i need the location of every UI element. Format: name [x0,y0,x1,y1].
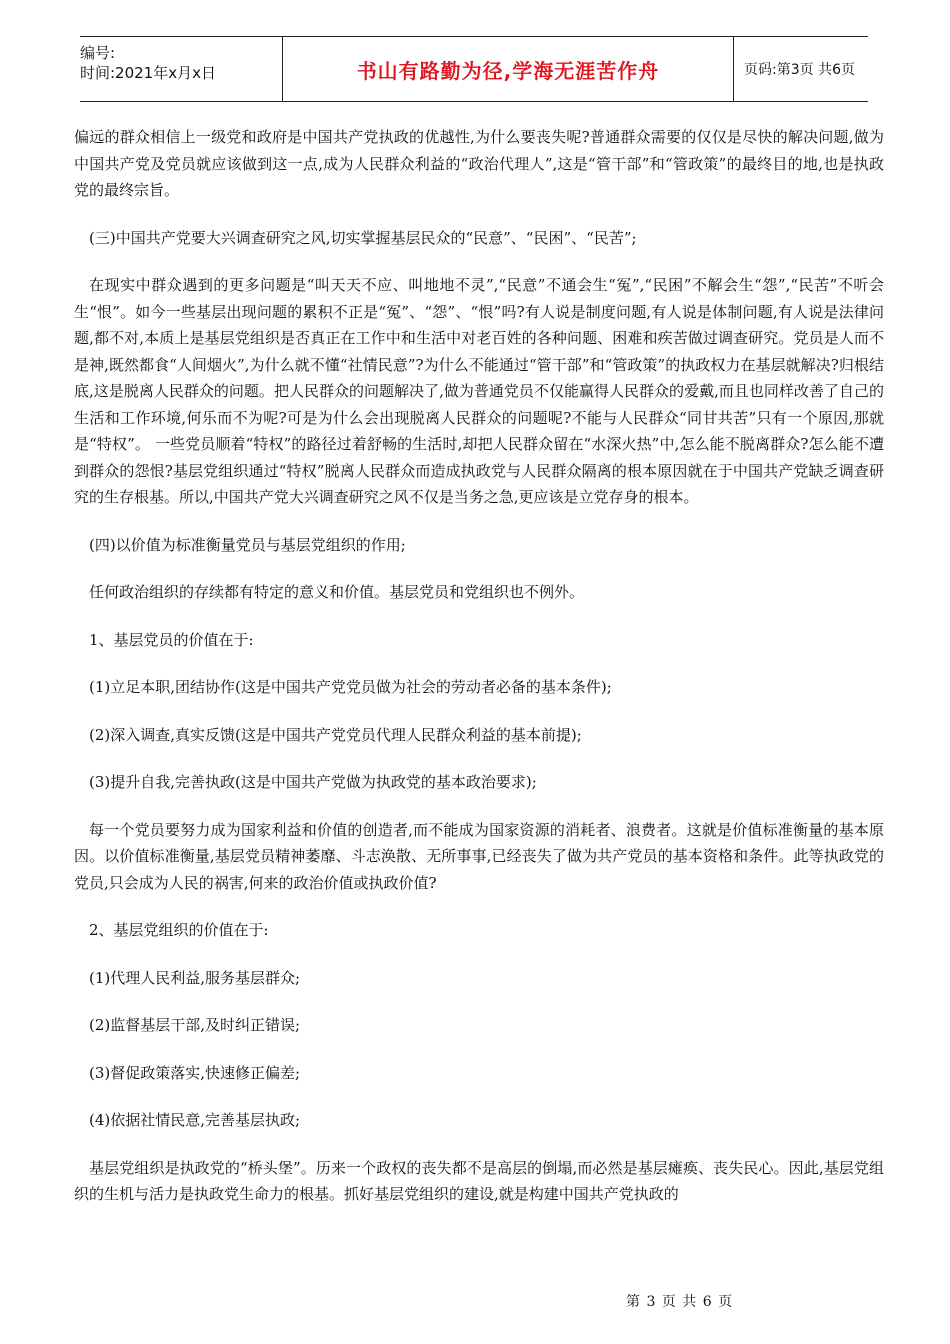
document-number-label: 编号: [80,44,116,62]
list-item: (2)监督基层干部,及时纠正错误; [89,1016,301,1034]
page-footer: 第 3 页 共 6 页 [626,1294,734,1310]
paragraph: 在现实中群众遇到的更多问题是“叫天天不应、叫地地不灵”,“民意”不通会生“冤”,“民困”不解会生“怨”,“民苦”不听会生“恨”。如今一些基层出现问题的累积不正是“冤”、“怨”、“恨”吗?有人说是制度问题,有人说是体制问题,有人说是法律问题,都不对,本质上是基层党组织是否真正在工作中和生活中对老百姓的各种问题、困难和疾苦做过调查研究。党员是人而不是神,既然都食“人间烟火”,为什么就不懂“社情民意”?为什么不能通过“管干部”和“管政策”的执政权力在基层就解决?归根结底,这是脱离人民群众的问题。把人民群众的问题解决了,做为普通党员不仅能赢得人民群众的爱戴,而且也同样改善了自己的生活和工作环境,何乐而不为呢?可是为什么会出现脱离人民群众的问题呢?不能与人民群众“同甘共苦”只有一个原因,那就是“特权”。 一些党员顺着“特权”的路径过着舒畅的生活时,却把人民群众留在“水深火热”中,怎么能不脱离群众?怎么能不遭到群众的怨恨?基层党组织通过“特权”脱离人民群众而造成执政党与人民群众隔离的根本原因就在于中国共产党缺乏调查研究的生存根基。所以,中国共产党大兴调查研究之风不仅是当务之急,更应该是立党存身的根本。 [74,276,884,506]
document-header [80,36,868,102]
list-item: (3)督促政策落实,快速修正偏差; [89,1063,301,1082]
header-motto: 书山有路勤为径,学海无涯苦作舟 [282,37,734,101]
paragraph: 每一个党员要努力成为国家利益和价值的创造者,而不能成为国家资源的消耗者、浪费者。这就是价值标准衡量的基本原因。以价值标准衡量,基层党员精神萎靡、斗志涣散、无所事事,已经丧失了做为共产党员的基本资格和条件。此等执政党的党员,只会成为人民的祸害,何来的政治价值或执政价值? [74,820,884,892]
document-date: 时间:2021年x月x日 [80,64,216,82]
header-meta [80,37,282,101]
paragraph: 基层党组织是执政党的“桥头堡”。历来一个政权的丧失都不是高层的倒塌,而必然是基层瘫痪、丧失民心。因此,基层党组织的生机与活力是执政党生命力的根基。抓好基层党组织的建设,就是构建中国共产党执政的 [74,1158,884,1203]
list-item: (3)提升自我,完善执政(这是中国共产党做为执政党的基本政治要求); [89,773,537,791]
header-page-info: 页码:第3页 共6页 [744,62,855,78]
document-body [74,124,884,1229]
section-heading: (四)以价值为标准衡量党员与基层党组织的作用; [89,535,406,554]
subheading: 1、基层党员的价值在于: [89,630,254,649]
list-item: (2)深入调查,真实反馈(这是中国共产党党员代理人民群众利益的基本前提); [89,725,582,744]
paragraph: 偏远的群众相信上一级党和政府是中国共产党执政的优越性,为什么要丧失呢?普通群众需要的仅仅是尽快的解决问题,做为中国共产党及党员就应该做到这一点,成为人民群众利益的“政治代理人”,这是“管干部”和“管政策”的最终目的地,也是执政党的最终宗旨。 [74,128,884,199]
list-item: (4)依据社情民意,完善基层执政; [89,1111,301,1129]
section-heading: (三)中国共产党要大兴调查研究之风,切实掌握基层民众的“民意”、“民困”、“民苦”; [89,228,637,247]
list-item: (1)代理人民利益,服务基层群众; [89,968,301,987]
paragraph: 任何政治组织的存续都有特定的意义和价值。基层党员和党组织也不例外。 [89,583,585,601]
subheading: 2、基层党组织的价值在于: [89,921,269,939]
list-item: (1)立足本职,团结协作(这是中国共产党党员做为社会的劳动者必备的基本条件); [89,678,612,696]
